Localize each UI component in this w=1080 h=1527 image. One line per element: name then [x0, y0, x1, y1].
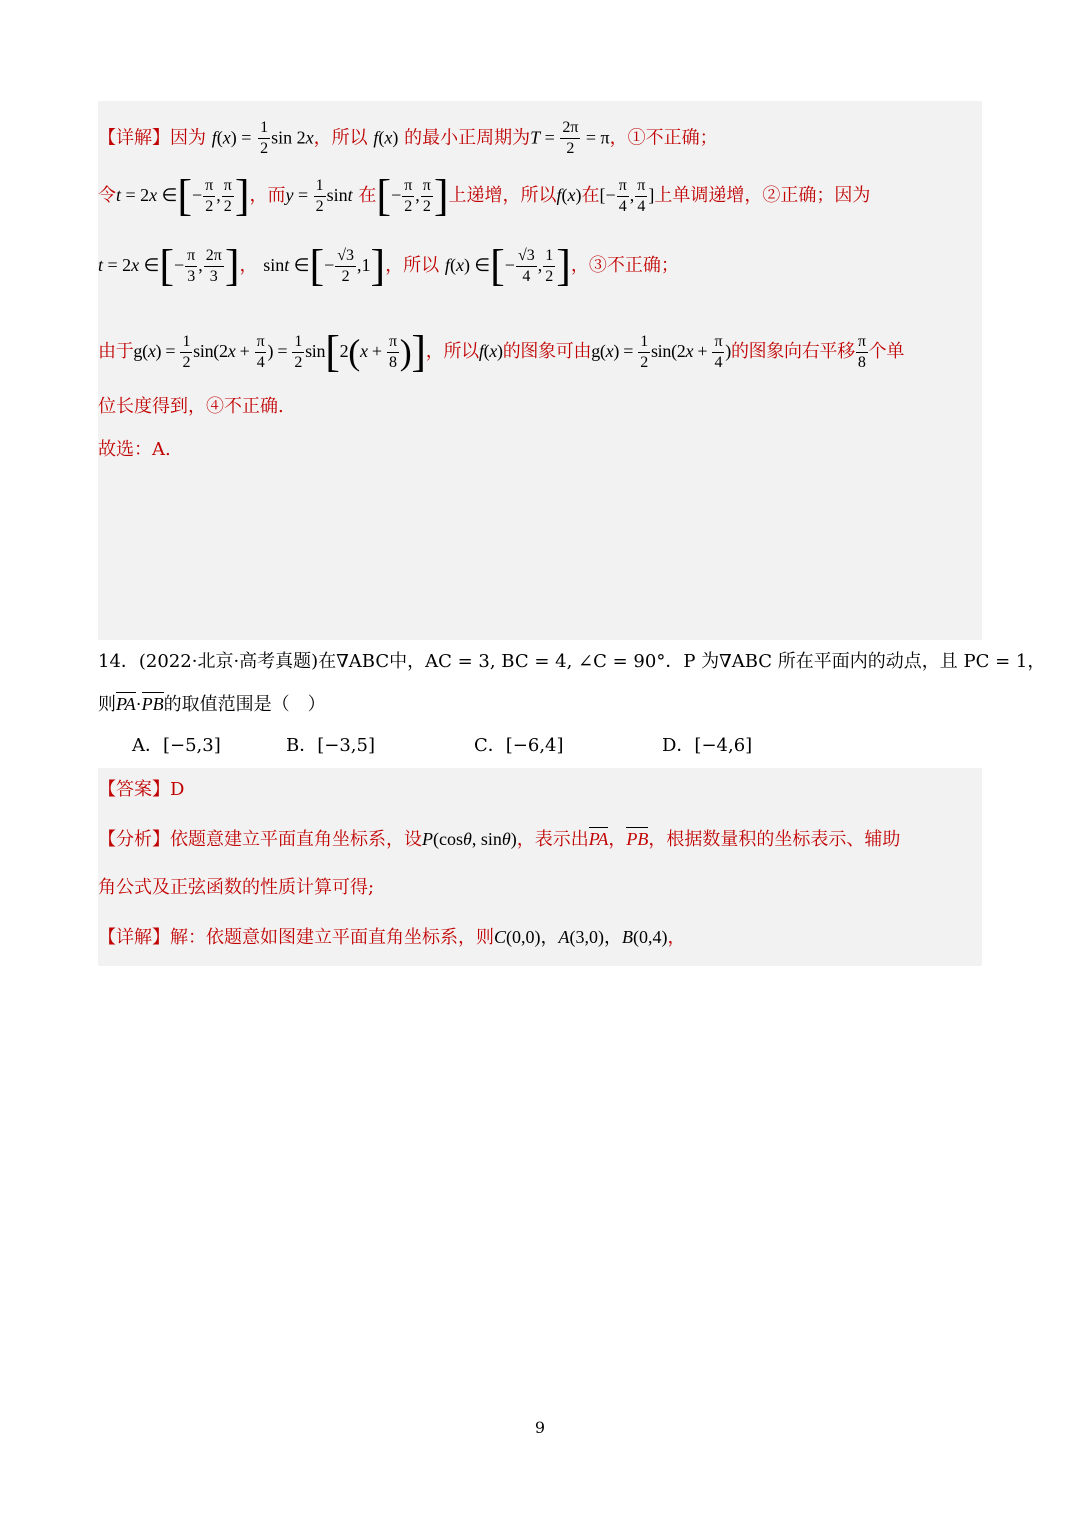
detail-line-4: 由于g(x) = $\frac{1}{2}$ sin(2x + $\frac{\pi}{4}$ ) = $\frac{1}{2}$ sin[2(x + $\frac{\pi}{8}$ )]，所以f(x)的图象可由g(x) = $\frac{1}{2}$ sin(2x + $\frac{\pi}{4}$ )的图象向右平移 $\frac{\pi}{8}$ 个单 — [98, 327, 905, 376]
detail-line-1: 【详解】因为 f(x) = $\frac{1}{2}$ sin 2x，所以 f(x) 的最小正周期为T = $\frac{2\pi}{2}$ = π，①不正确； — [98, 119, 718, 157]
question-14-line2: 则PA·PB的取值范围是（ ） — [98, 694, 326, 715]
option-d: D．[−4,6] — [662, 735, 753, 756]
analysis-line-1: 【分析】依题意建立平面直角坐标系，设P(cosθ, sinθ)，表示出PA，PB，根据数量积的坐标表示、辅助 — [98, 829, 901, 850]
detail-line-q14: 【详解】解：依题意如图建立平面直角坐标系，则C(0,0)，A(3,0)，B(0,4)， — [98, 927, 686, 948]
detail-line-5: 位长度得到，④不正确. — [98, 396, 284, 417]
page-number: 9 — [534, 1418, 546, 1437]
answer-tag: 【答案】 — [98, 779, 170, 800]
conclusion-line: 故选：A. — [98, 439, 171, 460]
analysis-line-2: 角公式及正弦函数的性质计算可得; — [98, 877, 375, 898]
detail-line-2: 令t = 2x ∈[− $\frac{\pi}{2}$ , $\frac{\pi}{2}$ ]，而y = $\frac{1}{2}$ sint 在[− $\frac{\pi}{2}$ , $\frac{\pi}{2}$ ]上递增，所以f(x)在[− $\frac{\pi}{4}$ , $\frac{\pi}{4}$ ]上单调递增，②正确；因为 — [98, 171, 871, 220]
option-c: C．[−6,4] — [474, 735, 564, 756]
detail-tag: 【详解】 — [98, 127, 170, 149]
answer-line — [98, 777, 982, 803]
detail-line-3: t = 2x ∈[− $\frac{\pi}{3}$ , $\frac{2\pi}{3}$ ]， sint ∈[− $\frac{√3}{2}$ ,1]，所以 f(x) ∈[− $\frac{√3}{4}$ , $\frac{1}{2}$ ]，③不正确； — [98, 241, 679, 290]
option-b: B．[−3,5] — [286, 735, 375, 756]
answer-value: D — [170, 779, 185, 800]
option-a: A．[−5,3] — [132, 735, 221, 756]
question-14-stem: 14．(2022·北京·高考真题)在∇ABC中，AC = 3, BC = 4, ∠C = 90°．P 为∇ABC 所在平面内的动点，且 PC = 1， — [98, 651, 1046, 672]
